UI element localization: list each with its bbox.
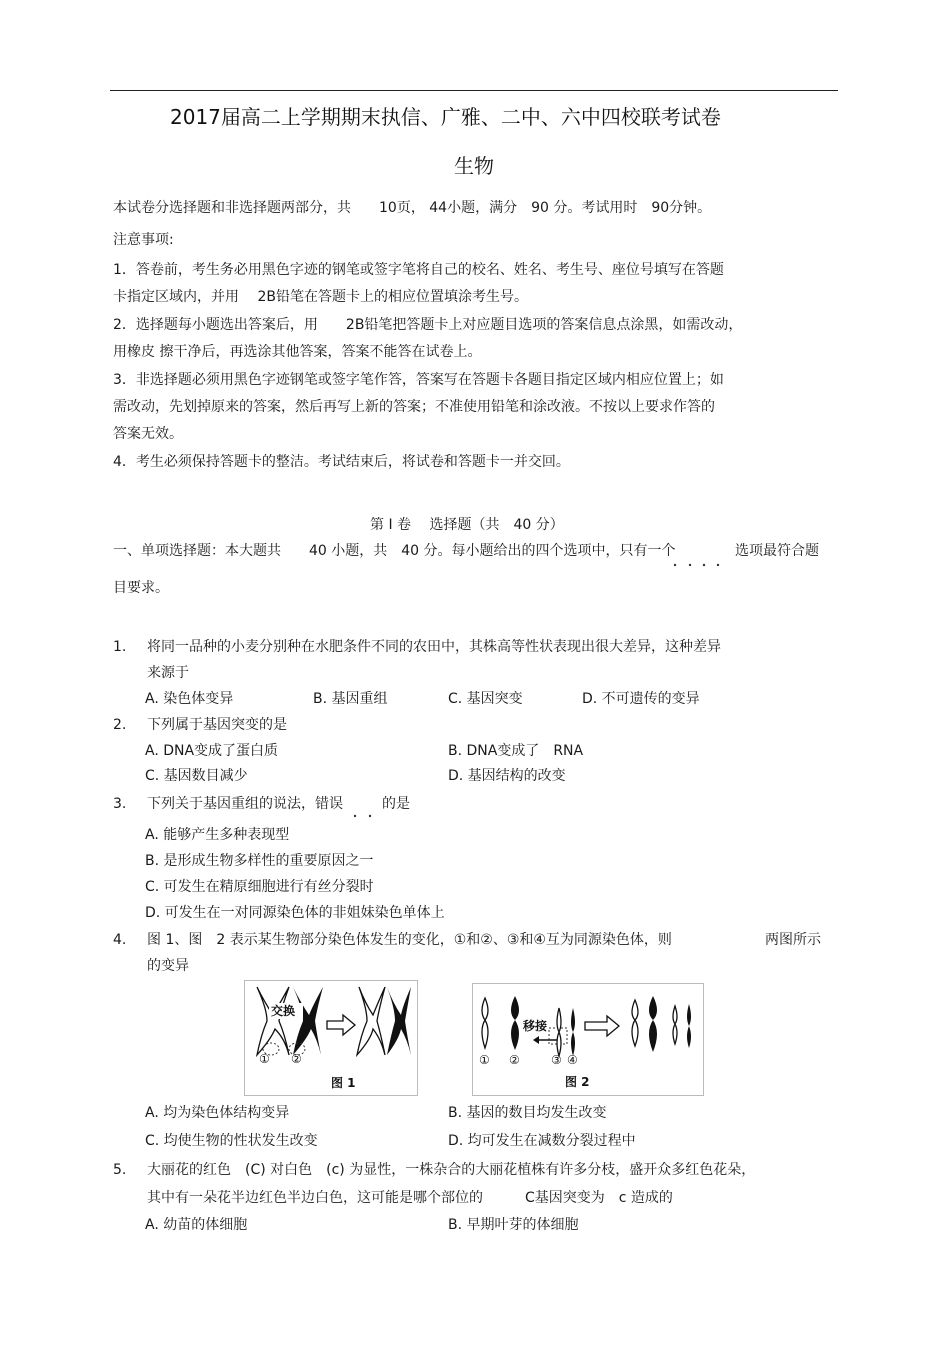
chromosome-result-3 [673, 1006, 677, 1044]
question-stem: 来源于 [147, 665, 189, 681]
figure-1-drawing [245, 981, 417, 1095]
chromosome-result-2 [649, 996, 657, 1052]
question-number: 1. [113, 639, 127, 655]
part1-instruction-tail: 选项最符合题 [735, 543, 819, 559]
part1-instruction-end: 目要求。 [113, 580, 169, 596]
chromosome-4 [571, 1008, 575, 1056]
option-b[interactable]: B. 早期叶芽的体细胞 [448, 1217, 579, 1233]
chromosome-1 [257, 987, 289, 1055]
notice-line: 2．选择题每小题选出答案后，用 2B铅笔把答题卡上对应题目选项的答案信息点涂黑，如需改动， [113, 317, 743, 333]
chromosome-result-1 [632, 1000, 638, 1046]
notice-line: 3．非选择题必须用黑色字迹钢笔或签字笔作答，答案写在答题卡各题目指定区域内相应位置上；如 [113, 372, 724, 388]
option-b[interactable]: B. 是形成生物多样性的重要原因之一 [145, 853, 374, 869]
mark-2: ② [509, 1053, 520, 1067]
question-stem: 其中有一朵花半边红色半边白色，这可能是哪个部位的 C基因突变为 c 造成的 [147, 1190, 673, 1206]
chromosome-3 [357, 987, 385, 1055]
exam-subject: 生物 [454, 154, 494, 178]
notice-line: 答案无效。 [113, 426, 183, 442]
emphasis-dots [352, 813, 376, 819]
notice-line: 4．考生必须保持答题卡的整洁。考试结束后，将试卷和答题卡一并交回。 [113, 454, 570, 470]
mark-3: ③ [551, 1053, 562, 1067]
mark-1: ① [259, 1052, 270, 1066]
arrow-icon [327, 1015, 355, 1035]
notice-line: 需改动，先划掉原来的答案，然后再写上新的答案；不准使用铅笔和涂改液。不按以上要求作答的 [113, 399, 715, 415]
mark-1: ① [479, 1053, 490, 1067]
option-c[interactable]: C. 均使生物的性状发生改变 [145, 1133, 318, 1149]
chromosome-2 [511, 996, 519, 1050]
option-a[interactable]: A. 染色体变异 [145, 691, 234, 707]
notice-line: 用橡皮 擦干净后，再选涂其他答案，答案不能答在试卷上。 [113, 344, 482, 360]
notice-line: 卡指定区域内，并用 2B铅笔在答题卡上的相应位置填涂考生号。 [113, 289, 528, 305]
figure-2 [472, 983, 704, 1096]
mark-2: ② [291, 1052, 302, 1066]
question-number: 3. [113, 796, 127, 812]
exchange-label: 交换 [271, 1004, 296, 1018]
option-a[interactable]: A. 均为染色体结构变异 [145, 1105, 290, 1121]
part1-heading: 第 I 卷 选择题（共 40 分） [370, 517, 564, 533]
option-b[interactable]: B. 基因的数目均发生改变 [448, 1105, 607, 1121]
option-a[interactable]: A. 幼苗的体细胞 [145, 1217, 248, 1233]
chromosome-2 [293, 987, 323, 1055]
exam-title: 2017届高二上学期期末执信、广雅、二中、六中四校联考试卷 [170, 105, 721, 129]
figure-1-caption: 图 1 [331, 1076, 356, 1090]
question-stem: 下列关于基因重组的说法，错误 [147, 796, 343, 812]
part1-instruction: 一、单项选择题：本大题共 40 小题，共 40 分。每小题给出的四个选项中，只有一个 [113, 543, 676, 559]
chromosome-result-4 [687, 1004, 691, 1048]
question-stem: 将同一品种的小麦分别种在水肥条件不同的农田中，其株高等性状表现出很大差异，这种差异 [147, 639, 721, 655]
exam-intro: 本试卷分选择题和非选择题两部分，共 10页， 44小题，满分 90 分。考试用时 90分钟。 [113, 200, 712, 216]
question-stem: 大丽花的红色 (C) 对白色 (c) 为显性，一株杂合的大丽花植株有许多分枝，盛开众多红色花朵， [147, 1162, 756, 1178]
mark-4: ④ [567, 1053, 578, 1067]
option-d[interactable]: D. 均可发生在减数分裂过程中 [448, 1133, 636, 1149]
option-a[interactable]: A. 能够产生多种表现型 [145, 827, 290, 843]
transfer-label: 移接 [523, 1019, 548, 1033]
question-stem: 下列属于基因突变的是 [147, 717, 287, 733]
chromosome-1 [482, 998, 488, 1048]
question-stem: 的变异 [147, 958, 189, 974]
figure-2-drawing [473, 984, 703, 1095]
notice-line: 1．答卷前，考生务必用黑色字迹的钢笔或签字笔将自己的校名、姓名、考生号、座位号填写在答题 [113, 262, 724, 278]
option-b[interactable]: B. DNA变成了 RNA [448, 743, 584, 759]
option-d[interactable]: D. 基因结构的改变 [448, 768, 566, 784]
question-stem: 图 1、图 2 表示某生物部分染色体发生的变化，①和②、③和④互为同源染色体，则 [147, 932, 672, 948]
option-d[interactable]: D. 可发生在一对同源染色体的非姐妹染色单体上 [145, 905, 445, 921]
question-number: 5. [113, 1162, 127, 1178]
emphasis-dots [672, 562, 722, 568]
question-number: 4. [113, 932, 127, 948]
question-stem-tail: 两图所示 [765, 932, 821, 948]
notice-heading: 注意事项: [113, 232, 174, 248]
top-rule [110, 90, 838, 91]
question-number: 2. [113, 717, 127, 733]
chromosome-3 [557, 1008, 561, 1056]
figure-1 [244, 980, 418, 1096]
option-d[interactable]: D. 不可遗传的变异 [582, 691, 700, 707]
option-b[interactable]: B. 基因重组 [313, 691, 388, 707]
option-c[interactable]: C. 可发生在精原细胞进行有丝分裂时 [145, 879, 374, 895]
option-a[interactable]: A. DNA变成了蛋白质 [145, 743, 279, 759]
option-c[interactable]: C. 基因突变 [448, 691, 523, 707]
option-c[interactable]: C. 基因数目减少 [145, 768, 248, 784]
chromosome-4 [387, 987, 411, 1055]
question-stem-tail: 的是 [382, 796, 410, 812]
arrow-icon [585, 1016, 619, 1036]
figure-2-caption: 图 2 [565, 1075, 590, 1089]
